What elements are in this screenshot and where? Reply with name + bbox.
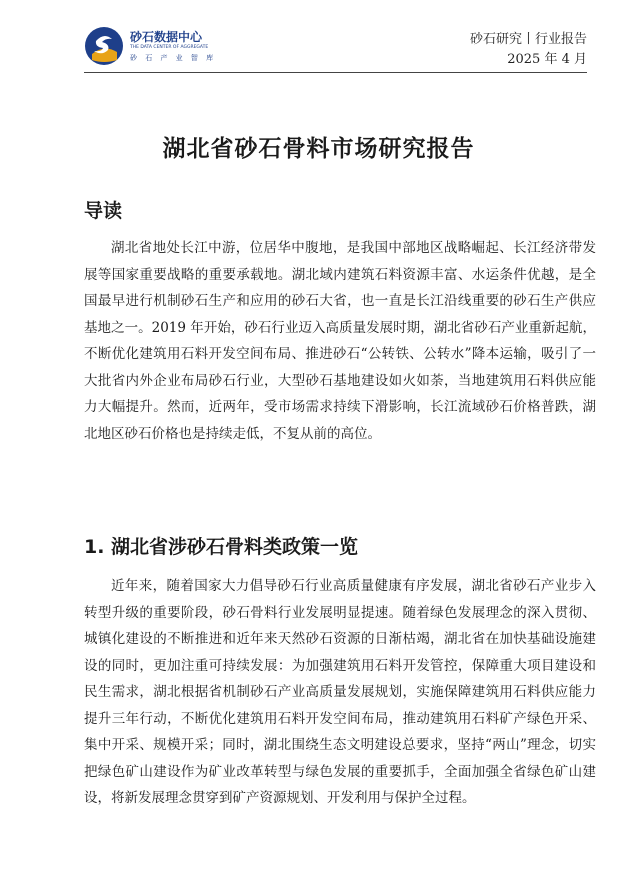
- header-meta: [470, 30, 587, 70]
- section-heading-policy: 1. 湖北省涉砂石骨料类政策一览: [84, 536, 359, 558]
- section-body-intro: 湖北省地处长江中游，位居华中腹地，是我国中部地区战略崛起、长江经济带发展等国家重要战略的重要承载地。湖北域内建筑石料资源丰富、水运条件优越，是全国最早进行机制砂石生产和应用的砂石大省，也一直是长江沿线重要的砂石生产供应基地之一。2019 年开始，砂石行业迈入高质量发展时期，湖北省砂石产业重新起航，不断优化建筑用石料开发空间布局、推进砂石“公转铁、公转水”降本运输，吸引了一大批省内外企业布局砂石行业，大型砂石基地建设如火如荼，当地建筑用石料供应能力大幅提升。然而，近两年，受市场需求持续下滑影响，长江流域砂石价格普跌，湖北地区砂石价格也是持续走低，不复从前的高位。: [84, 240, 596, 442]
- header-divider: [84, 72, 587, 73]
- report-date: 2025 年 4 月: [507, 52, 587, 67]
- logo-english: THE DATA CENTER OF AGGREGATE: [130, 45, 209, 50]
- logo-mark-icon: [84, 26, 124, 66]
- logo-subtitle: 砂 石 产 业 智 库: [130, 54, 217, 62]
- logo: [84, 26, 224, 68]
- report-title: 湖北省砂石骨料市场研究报告: [162, 136, 475, 162]
- report-category: 砂石研究丨行业报告: [469, 32, 587, 47]
- logo-name: 砂石数据中心: [130, 30, 203, 44]
- section-body-policy: 近年来，随着国家大力倡导砂石行业高质量健康有序发展，湖北省砂石产业步入转型升级的重要阶段，砂石骨料行业发展明显提速。随着绿色发展理念的深入贯彻、城镇化建设的不断推进和近年来天然砂石资源的日渐枯竭，湖北省在加快基础设施建设的同时，更加注重可持续发展：为加强建筑用石料开发管控，保障重大项目建设和民生需求，湖北根据省机制砂石产业高质量发展规划，实施保障建筑用石料供应能力提升三年行动，不断优化建筑用石料开发空间布局，推动建筑用石料矿产绿色开采、集中开采、规模开采；同时，湖北围绕生态文明建设总要求，坚持“两山”理念，切实把绿色矿山建设作为矿业改革转型与绿色发展的重要抓手，全面加强全省绿色矿山建设，将新发展理念贯穿到矿产资源规划、开发利用与保护全过程。: [84, 578, 596, 806]
- section-heading-intro: 导读: [84, 200, 123, 222]
